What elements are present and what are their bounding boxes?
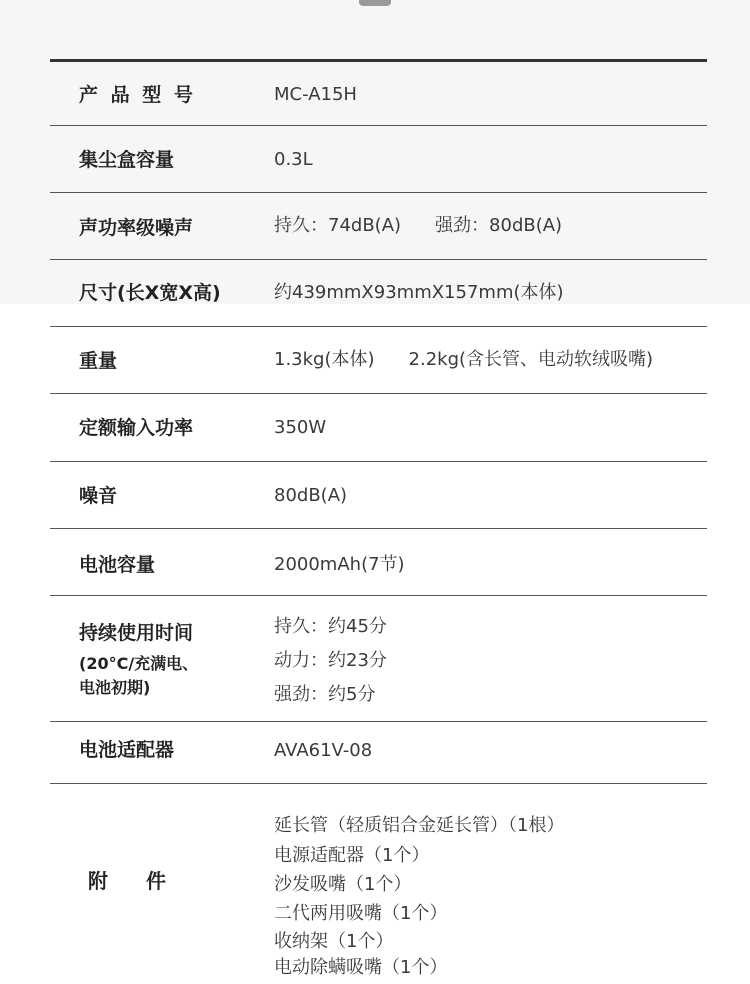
accessory-item: 电动除螨吸嘴（1个）	[274, 957, 448, 978]
spec-label: 产 品 型 号	[79, 84, 196, 106]
spec-value-a: 持久：74dB(A)	[274, 215, 402, 236]
spec-table	[50, 59, 707, 984]
spec-value: 80dB(A)	[274, 485, 348, 506]
spec-value-line: 持久：约45分	[274, 616, 387, 637]
drag-handle[interactable]	[359, 0, 391, 6]
spec-label: 持续使用时间	[79, 622, 194, 644]
spec-row-sound-power	[50, 193, 707, 260]
spec-label: 声功率级噪声	[79, 217, 194, 239]
spec-value: 2000mAh(7节)	[274, 554, 405, 575]
spec-value: 0.3L	[274, 149, 313, 170]
spec-label-note: 电池初期)	[79, 678, 151, 697]
accessory-item: 收纳架（1个）	[274, 931, 394, 952]
spec-row-runtime	[50, 596, 707, 722]
spec-row-power	[50, 394, 707, 462]
accessory-item: 电源适配器（1个）	[274, 845, 430, 866]
spec-row-dust-box	[50, 126, 707, 193]
accessory-item: 延长管（轻质铝合金延长管）（1根）	[274, 815, 565, 836]
spec-label: 集尘盒容量	[79, 149, 175, 171]
spec-label: 定额输入功率	[79, 417, 194, 439]
spec-label: 噪音	[79, 485, 118, 507]
spec-row-adapter	[50, 722, 707, 784]
spec-value-line: 强劲：约5分	[274, 684, 376, 705]
spec-value: AVA61V-08	[274, 740, 373, 761]
spec-label: 尺寸(长X宽X高)	[79, 282, 221, 304]
spec-label: 电池适配器	[79, 739, 175, 761]
spec-row-weight	[50, 327, 707, 394]
spec-row-size	[50, 260, 707, 327]
spec-row-accessories	[50, 784, 707, 984]
spec-value-b: 2.2kg(含长管、电动软绒吸嘴)	[408, 349, 654, 370]
spec-label: 附 件	[88, 869, 166, 893]
spec-row-noise	[50, 462, 707, 529]
spec-value-line: 动力：约23分	[274, 650, 387, 671]
spec-label: 电池容量	[79, 554, 156, 576]
spec-value: MC-A15H	[274, 84, 357, 105]
spec-value: 350W	[274, 417, 327, 438]
accessory-item: 二代两用吸嘴（1个）	[274, 903, 448, 924]
spec-value	[274, 351, 653, 369]
spec-value: 约439mmX93mmX157mm(本体)	[274, 282, 564, 303]
spec-label-note: (20°C/充满电、	[79, 654, 199, 673]
spec-row-model	[50, 62, 707, 126]
spec-value-b: 强劲：80dB(A)	[435, 215, 563, 236]
spec-label: 重量	[79, 350, 118, 372]
spec-row-battery	[50, 529, 707, 596]
accessory-item: 沙发吸嘴（1个）	[274, 874, 412, 895]
spec-value-a: 1.3kg(本体)	[274, 349, 375, 370]
spec-value	[274, 217, 562, 235]
